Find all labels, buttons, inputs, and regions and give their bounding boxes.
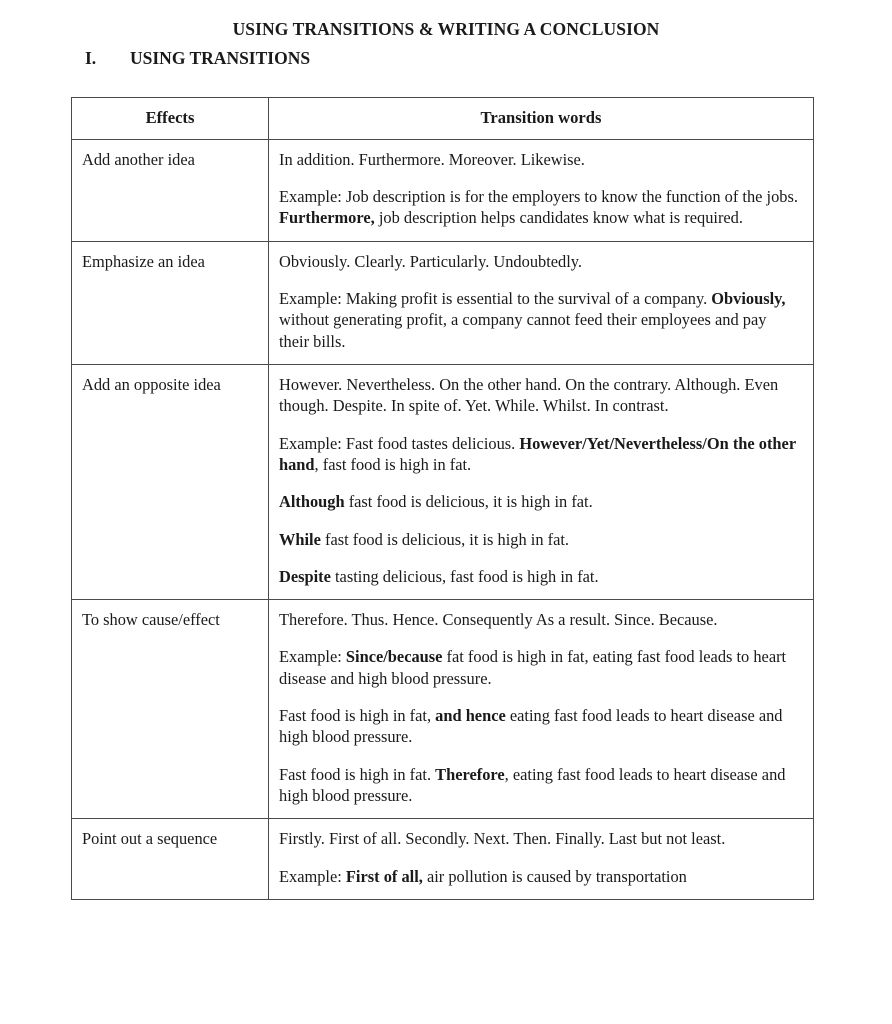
example-sentence [279, 646, 799, 689]
example-prefix: Fast food is high in fat. [279, 764, 436, 784]
cell-effect [72, 364, 269, 599]
example-sentence [279, 491, 799, 512]
example-suffix: , fast food is high in fat. [314, 454, 472, 474]
example-sentence [279, 866, 799, 887]
example-sentence [279, 529, 799, 550]
effect-label: To show cause/effect [82, 610, 220, 630]
example-transition-word: Despite [279, 566, 331, 586]
example-transition-word: and hence [435, 706, 506, 726]
table-row [72, 364, 814, 599]
cell-transition-words [269, 139, 814, 241]
example-prefix: Example: Job description is for the employers to know the function of the jobs. [279, 186, 798, 206]
table-row [72, 139, 814, 241]
example-prefix: Example: Making profit is essential to the survival of a company. [279, 288, 712, 308]
example-suffix: fat food is high in fat, eating fast food leads to heart disease and high blood pressure. [279, 647, 787, 688]
example-prefix: Example: [279, 647, 346, 667]
effect-label: Add an opposite idea [82, 374, 221, 394]
example-sentence [279, 186, 799, 229]
table-row [72, 819, 814, 900]
example-suffix: eating fast food leads to heart disease and high blood pressure. [279, 706, 783, 747]
example-transition-word: Furthermore, [279, 208, 375, 228]
cell-transition-words [269, 819, 814, 900]
example-transition-word: First of all, [345, 866, 423, 886]
cell-effect [72, 819, 269, 900]
example-suffix: , eating fast food leads to heart disease and high blood pressure. [279, 764, 786, 806]
example-prefix: Example: Fast food tastes delicious. [279, 433, 520, 453]
example-suffix: air pollution is caused by transportation [422, 866, 687, 886]
document-title: USING TRANSITIONS & WRITING A CONCLUSION [232, 19, 660, 39]
example-transition-word: Although [279, 492, 345, 512]
cell-transition-words [269, 600, 814, 819]
transition-words-list: Therefore. Thus. Hence. Consequently As a result. Since. Because. [279, 610, 718, 630]
table-head [72, 98, 814, 140]
effect-label: Point out a sequence [82, 829, 218, 849]
cell-effect [72, 600, 269, 819]
example-prefix: Fast food is high in fat, [279, 706, 436, 726]
cell-effect [72, 241, 269, 364]
transition-words-list: Firstly. First of all. Secondly. Next. Then. Finally. Last but not least. [279, 829, 726, 849]
example-transition-word: Therefore [435, 764, 505, 784]
example-sentence [279, 566, 799, 587]
column-header-effects: Effects [72, 98, 269, 140]
example-transition-word: While [279, 529, 321, 549]
section-numeral: I. [85, 47, 97, 68]
example-sentence [279, 764, 799, 807]
example-suffix: fast food is delicious, it is high in fat. [320, 529, 569, 549]
table-row [72, 241, 814, 364]
example-transition-word: Obviously, [711, 288, 786, 308]
cell-transition-words [269, 241, 814, 364]
example-sentence [279, 433, 799, 476]
example-sentence [279, 288, 799, 352]
transition-words-list: Obviously. Clearly. Particularly. Undoubtedly. [279, 251, 583, 271]
transition-words-list: However. Nevertheless. On the other hand. On the contrary. Although. Even though. Despite. In spite of. Yet. While. Whilst. In contrast. [279, 374, 779, 416]
example-suffix: job description helps candidates know what is required. [374, 208, 743, 228]
example-prefix: Example: [279, 866, 346, 886]
section-heading [0, 40, 892, 69]
column-header-transition-words: Transition words [269, 98, 814, 140]
example-suffix: fast food is delicious, it is high in fat. [344, 492, 593, 512]
transitions-table [71, 97, 814, 900]
cell-transition-words [269, 364, 814, 599]
table-row [72, 600, 814, 819]
effect-label: Emphasize an idea [82, 251, 205, 271]
cell-effect [72, 139, 269, 241]
example-sentence [279, 705, 799, 748]
table-body [72, 139, 814, 900]
section-heading-text: USING TRANSITIONS [130, 47, 311, 68]
transition-words-list: In addition. Furthermore. Moreover. Likewise. [279, 149, 585, 169]
example-suffix: tasting delicious, fast food is high in fat. [330, 566, 599, 586]
example-transition-word: Since/because [345, 647, 443, 667]
example-transition-word: However/Yet/Nevertheless/On the other hand [279, 433, 796, 474]
effect-label: Add another idea [82, 149, 195, 169]
table-header-row [72, 98, 814, 140]
example-suffix: without generating profit, a company cannot feed their employees and pay their bills. [279, 310, 767, 351]
